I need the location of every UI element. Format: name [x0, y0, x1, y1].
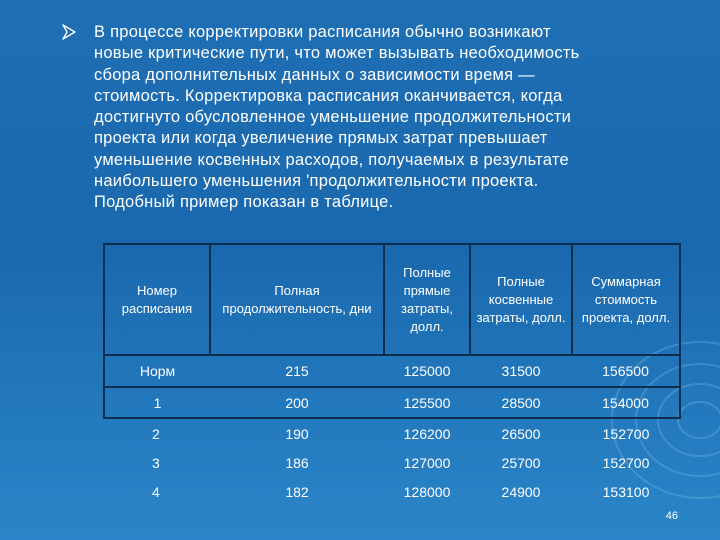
cell-indirect-costs: 31500 — [470, 355, 572, 387]
schedule-table — [103, 243, 681, 506]
header-total-duration: Полная продолжительность, дни — [210, 244, 384, 355]
cell-duration: 200 — [210, 387, 384, 418]
cell-total-cost: 152700 — [602, 425, 650, 442]
bullet-text: В процессе корректировки расписания обычно возникают новые критические пути, что может вызывать необходимость сбора дополнительных данных о зависимости время — стоимость. Корректировка расписания оканчивается, когда достигнуто обусловленное уменьшение продолжительности проекта или когда увеличение прямых затрат превышает уменьшение косвенных расходов, получаемых в результате наибольшего уменьшения 'продолжительности проекта. Подобный пример показан в таблице. — [94, 23, 580, 212]
cell-indirect-costs: 26500 — [501, 425, 541, 442]
cell-indirect-costs: 25700 — [501, 454, 541, 471]
table-row — [104, 418, 680, 448]
cell-direct-costs: 125000 — [384, 355, 470, 387]
cell-total-cost: 152700 — [602, 454, 650, 471]
table-row — [104, 448, 680, 477]
header-indirect-costs: Полные косвенные затраты, долл. — [470, 244, 572, 355]
cell-schedule-number: 2 — [152, 425, 160, 442]
cell-indirect-costs: 24900 — [501, 483, 541, 500]
table-row — [104, 355, 680, 387]
cell-duration: 190 — [285, 425, 309, 442]
cell-schedule-number: 1 — [104, 387, 210, 418]
cell-duration: 182 — [285, 483, 309, 500]
header-direct-costs: Полные прямые затраты, долл. — [384, 244, 470, 355]
cell-duration: 215 — [210, 355, 384, 387]
cell-direct-costs: 126200 — [403, 425, 451, 442]
header-schedule-number: Номер расписания — [104, 244, 210, 355]
table-row — [104, 477, 680, 506]
cell-duration: 186 — [285, 454, 309, 471]
cell-total-cost: 156500 — [572, 355, 680, 387]
cell-direct-costs: 125500 — [384, 387, 470, 418]
cell-total-cost: 153100 — [602, 483, 650, 500]
header-total-project-cost: Суммарная стоимость проекта, долл. — [572, 244, 680, 355]
page-number: 46 — [665, 510, 678, 522]
cell-schedule-number: Норм — [104, 355, 210, 387]
schedule-table-container — [103, 243, 679, 501]
arrow-bullet-icon — [62, 24, 76, 40]
table-header-row — [104, 244, 680, 355]
cell-schedule-number: 4 — [152, 483, 160, 500]
cell-schedule-number: 3 — [152, 454, 160, 471]
cell-direct-costs: 128000 — [403, 483, 451, 500]
cell-direct-costs: 127000 — [403, 454, 451, 471]
cell-total-cost: 154000 — [572, 387, 680, 418]
table-row — [104, 387, 680, 418]
cell-indirect-costs: 28500 — [470, 387, 572, 418]
